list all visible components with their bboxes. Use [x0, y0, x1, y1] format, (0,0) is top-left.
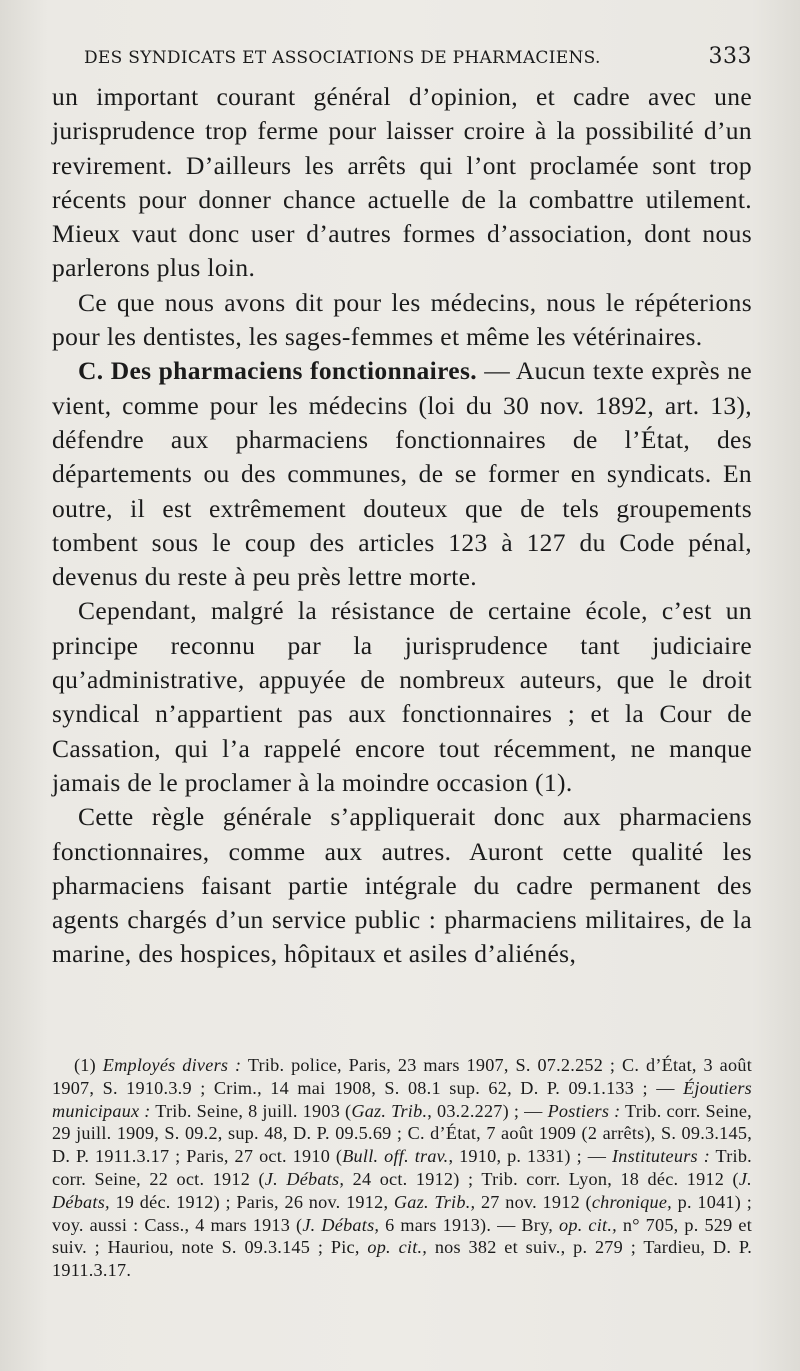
footnote-italic: Bull. off. trav.	[342, 1146, 449, 1167]
footnote-marker: (1)	[74, 1055, 103, 1075]
running-head-title: DES SYNDICATS ET ASSOCIATIONS DE PHARMACIENS.	[84, 48, 601, 68]
footnote-1	[52, 1054, 752, 1282]
footnote-text: Trib. corr. Seine, 29 juill. 1909, S. 09.2, sup. 48, D. P. 09.5.69 ; C. d’État, 7 août 1909 (2 arrêts), S. 09.3.145, D. P. 1911.3.17 ; Paris, 27 oct. 1910 (	[52, 1100, 752, 1167]
footnote-text: p. 1041) ; voy. aussi : Cass., 4 mars 1913 (	[52, 1191, 752, 1235]
section-heading: C. Des pharmaciens fonctionnaires.	[78, 356, 477, 386]
footnote-text: Trib. Seine, 8 juill. 1903 (	[150, 1100, 352, 1121]
footnote-italic: op. cit.,	[367, 1237, 428, 1258]
main-text	[52, 80, 752, 972]
footnote-text: 6 mars 1913). — Bry,	[379, 1214, 559, 1235]
footnote-italic: Employés divers :	[102, 1055, 242, 1075]
section-heading-text: — Aucun texte exprès ne vient, comme pour les médecins (loi du 30 nov. 1892, art. 13), défendre aux pharmaciens fonctionnaires de l’État, des départements ou des communes, de se former en syndicats. En outre, il est extrêmement douteux que de tels groupements tombent sous le coup des articles 123 à 127 du Code pénal, devenus du reste à peu près lettre morte.	[52, 356, 752, 592]
footnote-text: 24 oct. 1912) ; Trib. corr. Lyon, 18 déc. 1912 (	[344, 1168, 739, 1189]
footnote-italic: Éjoutiers municipaux :	[52, 1077, 752, 1121]
footnote-text: 27 nov. 1912 (	[475, 1191, 592, 1212]
footnote-text: nos 382 et suiv., p. 279 ; Tardieu, D. P. 1911.3.17.	[52, 1237, 752, 1281]
paragraph-dentistes: Ce que nous avons dit pour les médecins, nous le répéterions pour les dentistes, les sages-femmes et même les vétérinaires.	[52, 287, 752, 352]
footnote-text: Trib. police, Paris, 23 mars 1907, S. 07.2.252 ; C. d’État, 3 août 1907, S. 1910.3.9 ; Crim., 14 mai 1908, S. 08.1 sup. 62, D. P. 09.1.133 ; —	[52, 1055, 752, 1098]
paragraph-regle-generale: Cette règle générale s’appliquerait donc aux pharmaciens fonctionnaires, comme aux autres. Auront cette qualité les pharmaciens faisant partie intégrale du cadre permanent des agents chargés d’un service public : pharmaciens militaires, de la marine, des hospices, hôpitaux et asiles d’aliénés,	[52, 802, 752, 969]
running-head	[84, 44, 752, 74]
paragraph-fonctionnaires	[52, 354, 752, 594]
footnote-italic: Postiers :	[547, 1100, 621, 1121]
footnote-italic: Gaz. Trib.	[351, 1100, 428, 1121]
footnote-italic: Instituteurs :	[612, 1146, 710, 1167]
footnote-text: , 03.2.227) ; —	[427, 1100, 548, 1121]
footnote-text: 19 déc. 1912) ; Paris, 26 nov. 1912,	[109, 1191, 394, 1212]
footnote-text: Trib. corr. Seine, 22 oct. 1912 (	[52, 1146, 752, 1189]
footnote-italic: J. Débats,	[264, 1168, 345, 1189]
footnote-italic: J. Débats,	[302, 1214, 380, 1235]
page-number: 333	[708, 44, 752, 69]
footnote-italic: op. cit.,	[559, 1214, 617, 1235]
paragraph-continuation: un important courant général d’opinion, et cadre avec une jurisprudence trop ferme pour laisser croire à la possibilité d’un revirement. D’ailleurs les arrêts qui l’ont proclamée sont trop récents pour donner chance actuelle de la combattre utilement. Mieux vaut donc user d’autres formes d’association, dont nous parlerons plus loin.	[52, 82, 752, 283]
footnote-italic: Gaz. Trib.,	[393, 1191, 476, 1212]
footnote-italic: chronique,	[591, 1191, 672, 1212]
paragraph-jurisprudence: Cependant, malgré la résistance de certaine école, c’est un principe reconnu par la jurisprudence tant judiciaire qu’administrative, appuyée de nombreux auteurs, que le droit syndical n’appartient pas aux fonctionnaires ; et la Cour de Cassation, qui l’a rappelé encore tout récemment, ne manque jamais de le proclamer à la moindre occasion (1).	[52, 596, 752, 797]
footnote-italic: J. Débats,	[52, 1168, 752, 1212]
footnote-text: , 1910, p. 1331) ; —	[448, 1146, 612, 1167]
footnote-text: n° 705, p. 529 et suiv. ; Hauriou, note S. 09.3.145 ; Pic,	[52, 1214, 753, 1258]
footnotes	[52, 1054, 752, 1282]
